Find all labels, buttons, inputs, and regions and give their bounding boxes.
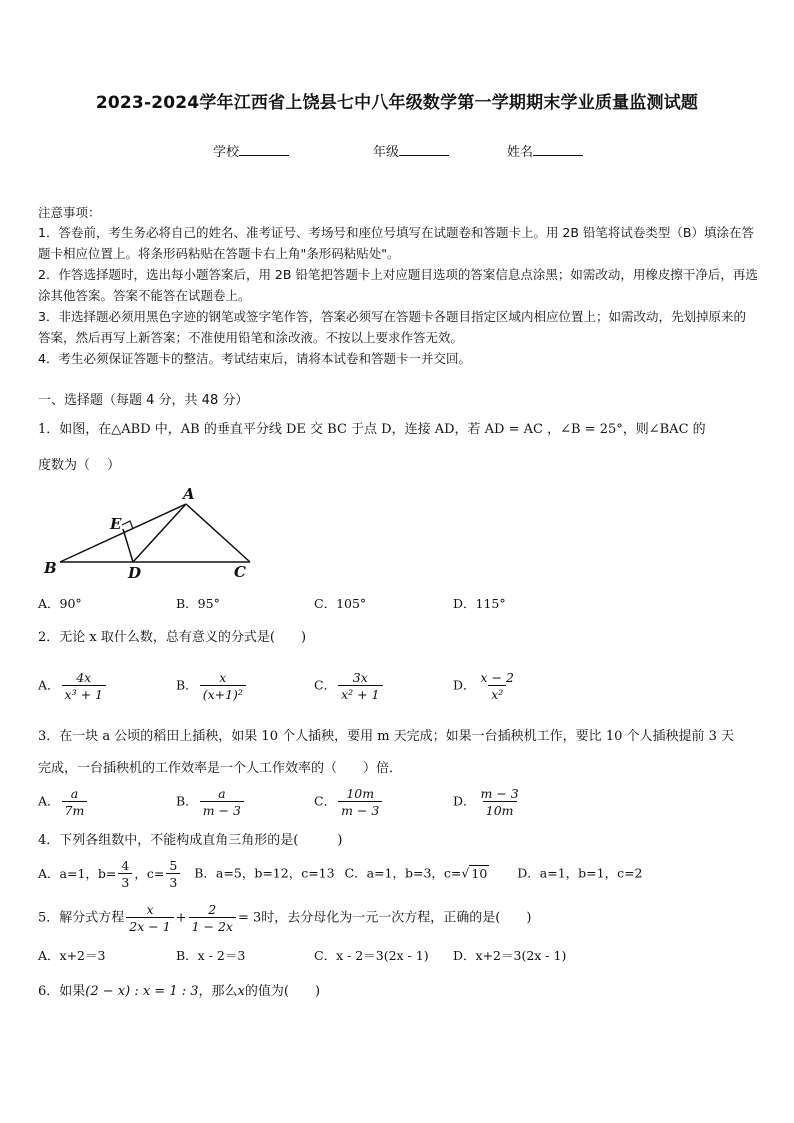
option-label: C． [314, 793, 337, 809]
q4-option-a: A．a=1，b= $\frac{4}{3}$ ，c= $\frac{5}{3}$ [38, 866, 182, 881]
page-title: 2023-2024学年江西省上饶县七中八年级数学第一学期期末学业质量监测试题 [95, 93, 699, 113]
line-ad [133, 504, 186, 562]
q1-option-c: C．105° [314, 596, 367, 611]
q6-expression: (2 − x) : x = 1 : 3 [85, 984, 199, 999]
q6-stem: 6．如果(2 − x) : x = 1 : 3，那么x的值为( ) [38, 984, 321, 999]
line-de [123, 529, 133, 562]
q4-option-b: B．a=5，b=12，c=13 [194, 865, 335, 881]
fraction: $\frac{4}{3}$ [118, 858, 132, 890]
line-ba [60, 504, 186, 562]
q5-option-b: B．x - 2＝3 [176, 948, 246, 963]
radicand: 10 [471, 865, 488, 881]
notes-heading: 注意事项： [38, 205, 101, 220]
q2-option-d [453, 670, 519, 702]
label-d: D [128, 564, 142, 582]
q1-line1: 1．如图，在△ABD 中，AB 的垂直平分线 DE 交 BC 于点 D，连接 AD，若 AD = AC ，∠B = 25°，则∠BAC 的 [38, 422, 706, 437]
fraction: $\frac{5}{3}$ [166, 858, 180, 890]
option-label: A． [38, 793, 60, 809]
note-item: 2．作答选择题时，选出每小题答案后，用 2B 铅笔把答题卡上对应题目选项的答案信息点涂黑；如需改动，用橡皮擦干净后，再选涂其他答案。答案不能答在试题卷上。 [38, 267, 758, 303]
label-a: A [183, 485, 195, 503]
notes-list [38, 222, 758, 369]
q2-option-c [314, 670, 385, 702]
note-item: 3．非选择题必须用黑色字迹的钢笔或签字笔作答，答案必须写在答题卡各题目指定区域内相应位置上；如需改动，先划掉原来的答案，然后再写上新答案；不准使用铅笔和涂改液。不按以上要求作答无效。 [38, 309, 746, 345]
q5-stem: 5．解分式方程 $\frac{x}{2x - 1}$ + $\frac{2}{1 - 2x}$ = 3时，去分母化为一元一次方程，正确的是( ) [38, 902, 532, 934]
q3-line2: 完成，一台插秧机的工作效率是一个人工作效率的（ ）倍． [38, 761, 403, 776]
fraction: $\frac{x - 2}{\text{x²}}$ [480, 670, 514, 702]
q1-option-d: D．115° [453, 596, 506, 611]
q3-option-b [176, 786, 246, 818]
school-field [213, 141, 289, 160]
q1-option-b: B．95° [176, 596, 220, 611]
fraction: $\frac{3x}{\text{x² + 1}}$ [338, 670, 382, 702]
school-label: 学校 [213, 145, 240, 160]
q4-option-c: C．a=1，b=3，c=√ 10 [344, 865, 488, 881]
q2-option-a [38, 670, 108, 702]
q3-option-a [38, 786, 89, 818]
label-c: C [234, 563, 246, 581]
q4-stem: 4．下列各组数中，不能构成直角三角形的是( ) [38, 833, 343, 848]
q5-option-d: D．x+2＝3(2x - 1) [453, 948, 567, 963]
q2-stem: 2．无论 x 取什么数，总有意义的分式是( ) [38, 630, 307, 645]
school-blank [239, 143, 289, 156]
option-label: D． [453, 793, 476, 809]
label-b: B [44, 559, 57, 577]
name-field [507, 141, 583, 160]
option-label: B． [176, 793, 198, 809]
q5-option-a: A．x+2＝3 [38, 948, 106, 963]
q3-option-d [453, 786, 524, 818]
q5-option-c: C．x - 2＝3(2x - 1) [314, 948, 429, 963]
grade-blank [399, 143, 449, 156]
fraction: $\frac{a}{m - 3}$ [200, 786, 244, 818]
q1-option-a: A．90° [38, 596, 82, 611]
option-label: C． [314, 677, 337, 693]
q4-options [38, 858, 643, 890]
note-item: 1．答卷前，考生务必将自己的姓名、准考证号、考场号和座位号填写在试题卷和答题卡上。用 2B 铅笔将试卷类型（B）填涂在答题卡相应位置上。将条形码粘贴在答题卡右上角"条形码粘贴处"。 [38, 225, 755, 261]
q1-triangle-figure [38, 484, 268, 584]
label-e: E [110, 515, 122, 533]
q4-option-d: D．a=1，b=1，c=2 [517, 865, 643, 881]
name-label: 姓名 [507, 145, 534, 160]
fraction: $\frac{a}{7m}$ [62, 786, 88, 818]
grade-label: 年级 [373, 145, 400, 160]
grade-field [373, 141, 449, 160]
fraction: $\frac{x}{2x - 1}$ [126, 902, 173, 934]
line-ac [186, 504, 250, 562]
option-label: B． [176, 677, 198, 693]
option-label: D． [453, 677, 476, 693]
q3-line1: 3．在一块 a 公顷的稻田上插秧，如果 10 个人插秧，要用 m 天完成；如果一台插秧机工作，要比 10 个人插秧提前 3 天 [38, 729, 735, 744]
note-item: 4．考生必须保证答题卡的整洁。考试结束后，请将本试卷和答题卡一并交回。 [38, 351, 471, 366]
q3-option-c [314, 786, 384, 818]
right-angle-mark [122, 521, 133, 529]
name-blank [533, 143, 583, 156]
fraction: $\frac{x}{\text{(x+1)²}}$ [200, 670, 246, 702]
option-label: A． [38, 677, 60, 693]
section-title: 一、选择题（每题 4 分，共 48 分） [38, 393, 249, 408]
fraction: $\frac{m - 3}{10m}$ [480, 786, 519, 818]
q1-line2: 度数为（ ） [38, 458, 121, 473]
fraction: $\frac{10m}{m - 3}$ [338, 786, 382, 818]
q2-option-b [176, 670, 248, 702]
fraction: $\frac{4x}{\text{x³ + 1}}$ [62, 670, 106, 702]
fraction: $\frac{2}{1 - 2x}$ [189, 902, 236, 934]
